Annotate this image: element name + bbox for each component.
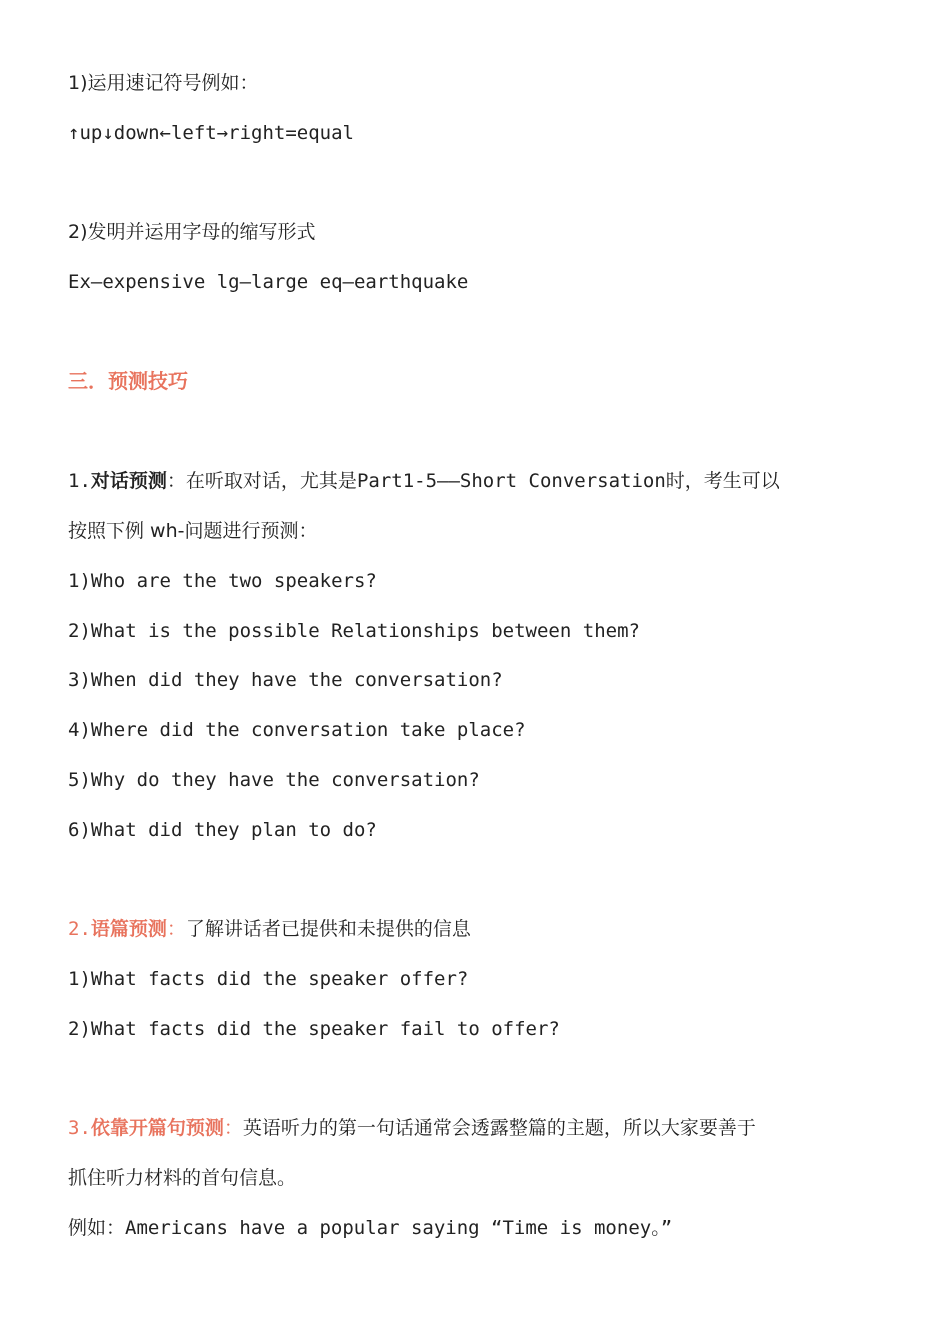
label-colon: ： bbox=[166, 470, 186, 492]
question-line: 2)What facts did the speaker fail to offer? bbox=[68, 1018, 560, 1040]
item-label: 依靠开篇句预测 bbox=[90, 1117, 224, 1139]
question-line: 2)What is the possible Relationships between them? bbox=[68, 620, 640, 642]
paragraph-continuation: 抓住听力材料的首句信息。 bbox=[68, 1167, 297, 1189]
paragraph-text: 了解讲话者已提供和未提供的信息 bbox=[185, 918, 471, 940]
shorthand-title: 1)运用速记符号例如： bbox=[68, 72, 259, 94]
paragraph-continuation: 按照下例 wh-问题进行预测： bbox=[68, 520, 318, 542]
abbreviation-title: 2)发明并运用字母的缩写形式 bbox=[68, 221, 316, 243]
label-colon: ： bbox=[223, 1117, 243, 1139]
question-line: 6)What did they plan to do? bbox=[68, 819, 377, 841]
abbreviation-examples: Ex—expensive lg—large eq—earthquake bbox=[68, 271, 469, 293]
item-number: 3. bbox=[68, 1117, 91, 1139]
question-line: 4)Where did the conversation take place? bbox=[68, 719, 526, 741]
example-sentence: 例如：Americans have a popular saying “Time is money。” bbox=[68, 1217, 673, 1239]
label-colon: ： bbox=[166, 918, 186, 940]
question-line: 1)What facts did the speaker offer? bbox=[68, 968, 469, 990]
paragraph-opening-sentence-prediction bbox=[68, 1116, 756, 1140]
shorthand-symbols: ↑up↓down←left→right=equal bbox=[68, 122, 354, 144]
item-number: 2. bbox=[68, 918, 91, 940]
question-line: 1)Who are the two speakers? bbox=[68, 570, 377, 592]
item-label: 对话预测 bbox=[90, 470, 167, 492]
paragraph-discourse-prediction bbox=[68, 917, 471, 941]
question-line: 3)When did they have the conversation? bbox=[68, 669, 503, 691]
paragraph-text: 在听取对话，尤其是 bbox=[185, 470, 357, 492]
paragraph-text-end: 时，考生可以 bbox=[665, 470, 780, 492]
paragraph-text: 英语听力的第一句话通常会透露整篇的主题，所以大家要善于 bbox=[242, 1117, 756, 1139]
paragraph-text-latin: Part1-5——Short Conversation bbox=[356, 470, 666, 492]
section-heading-prediction: 三．预测技巧 bbox=[68, 369, 188, 393]
item-label: 语篇预测 bbox=[90, 918, 167, 940]
item-number: 1. bbox=[68, 470, 91, 492]
paragraph-dialogue-prediction bbox=[68, 469, 780, 493]
question-line: 5)Why do they have the conversation? bbox=[68, 769, 480, 791]
